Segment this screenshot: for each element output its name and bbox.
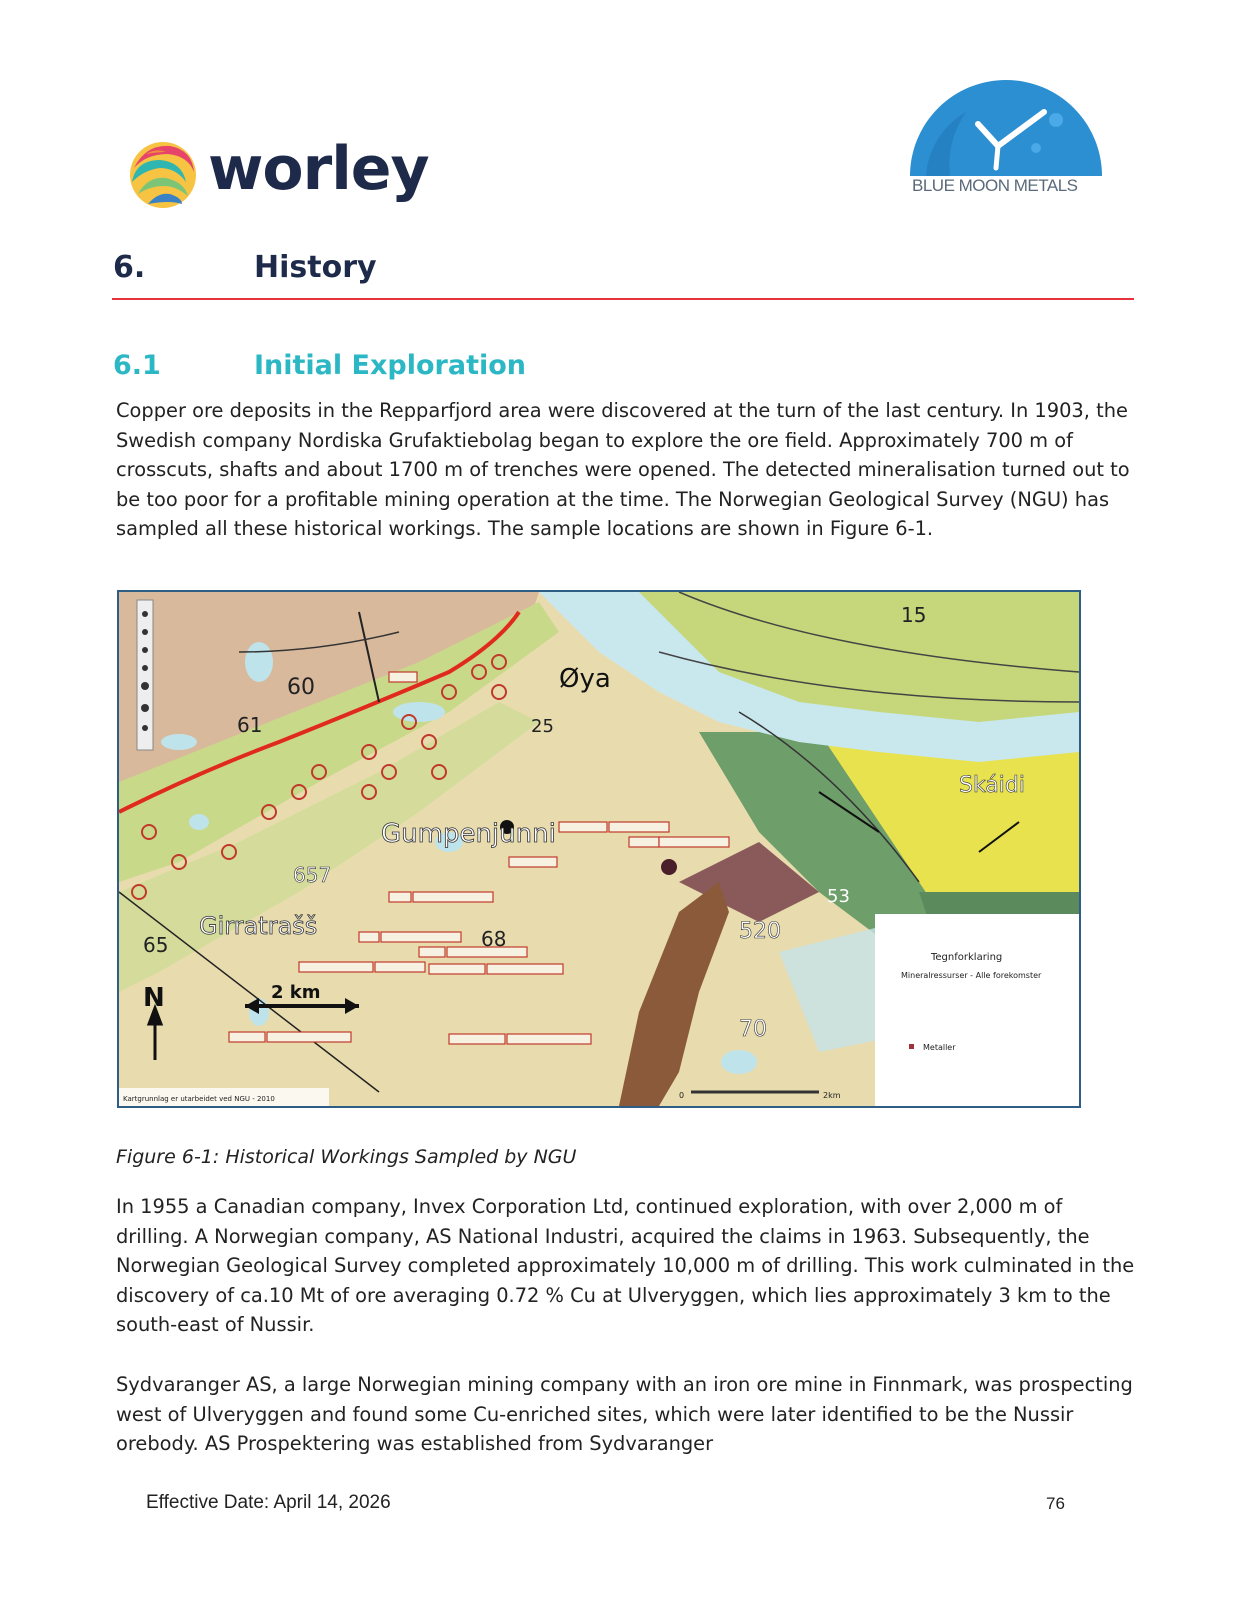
moon-icon	[906, 72, 1106, 182]
legend-subtitle: Mineralressurser - Alle forekomster	[901, 971, 1042, 980]
contour-label: 53	[827, 886, 850, 907]
geological-map	[119, 592, 1079, 1106]
contour-label: 25	[531, 716, 554, 737]
section-divider	[112, 298, 1134, 300]
map-scale-two: 2km	[823, 1091, 841, 1100]
contour-label: 60	[287, 675, 315, 700]
figure-caption: Figure 6-1: Historical Workings Sampled by NGU	[116, 1146, 577, 1168]
worley-logo	[126, 130, 446, 220]
contour-label: 65	[143, 933, 169, 957]
footer-page-number: 76	[1046, 1494, 1065, 1513]
contour-label: 520	[739, 919, 781, 944]
north-arrow-label: N	[143, 983, 165, 1013]
paragraph-drilling-history: In 1955 a Canadian company, Invex Corporation Ltd, continued exploration, with over 2,000 m of drilling. A Norwegian company, AS National Industri, acquired the claims in 1963. Subsequently, the Norwegian Geological Survey completed approximately 10,000 m of drilling. This work culminated in the discovery of ca.10 Mt of ore averaging 0.72 % Cu at Ulveryggen, which lies approximately 3 km to the south-east of Nussir.	[116, 1195, 1135, 1336]
subsection-number: 6.1	[113, 350, 161, 381]
subsection-title: Initial Exploration	[254, 350, 527, 381]
paragraph-initial-exploration: Copper ore deposits in the Repparfjord area were discovered at the turn of the last century. In 1903, the Swedish company Nordiska Grufaktiebolag began to explore the ore field. Approximately 700 m of crosscuts, shafts and about 1700 m of trenches were opened. The detected mineralisation turned out to be too poor for a profitable mining operation at the time. The Norwegian Geological Survey (NGU) has sampled all these historical workings. The sample locations are shown in Figure 6-1.	[116, 399, 1130, 540]
contour-label: 68	[481, 927, 507, 951]
map-label-oya: Øya	[559, 664, 611, 694]
blue-moon-logo	[906, 72, 1106, 202]
blue-moon-wordmark: BLUE MOON METALS	[912, 176, 1078, 195]
contour-label: 70	[739, 1017, 767, 1042]
map-label-gumpenjunni: Gumpenjunni	[381, 819, 556, 849]
worley-wordmark: worley	[208, 134, 429, 204]
legend-item-metaller: Metaller	[923, 1043, 956, 1052]
legend-title: Tegnforklaring	[931, 952, 1003, 963]
map-credit: Kartgrunnlag er utarbeidet ved NGU - 2010	[123, 1095, 275, 1103]
footer-effective-date: Effective Date: April 14, 2026	[146, 1492, 391, 1513]
map-label-skaidi: Skáidi	[959, 773, 1025, 798]
geological-map-figure	[117, 590, 1081, 1108]
section-number: 6.	[113, 250, 146, 285]
contour-label: 657	[293, 863, 332, 887]
map-scale-zero: 0	[679, 1091, 685, 1100]
worley-swirl-icon	[126, 138, 200, 212]
paragraph-sydvaranger: Sydvaranger AS, a large Norwegian mining company with an iron ore mine in Finnmark, was prospecting west of Ulveryggen and found some Cu-enriched sites, which were later identified to be the Nussir orebody. AS Prospektering was established from Sydvaranger	[116, 1373, 1133, 1455]
map-label-girratrasa: Girratrašš	[199, 912, 318, 940]
contour-label: 61	[237, 713, 263, 737]
scale-bar-label: 2 km	[271, 982, 321, 1003]
section-title: History	[254, 250, 377, 285]
contour-label: 15	[901, 603, 927, 627]
